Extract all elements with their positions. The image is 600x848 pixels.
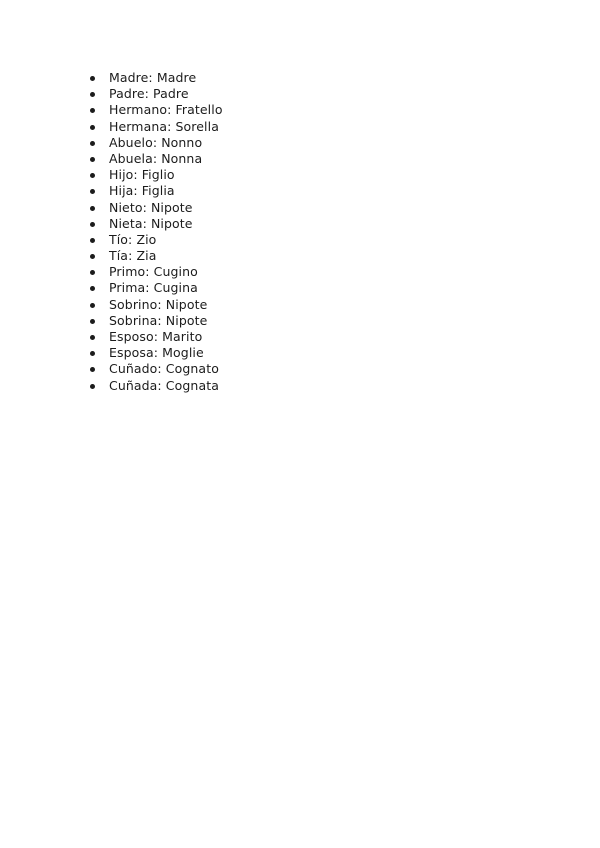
list-item xyxy=(90,86,223,102)
family-vocabulary-list xyxy=(90,70,223,394)
bullet-icon xyxy=(90,125,95,130)
bullet-icon xyxy=(90,254,95,259)
bullet-icon xyxy=(90,270,95,275)
bullet-icon xyxy=(90,206,95,211)
bullet-icon xyxy=(90,157,95,162)
bullet-icon xyxy=(90,384,95,389)
list-item-text: Padre: Padre xyxy=(109,86,189,102)
list-item xyxy=(90,167,223,183)
list-item xyxy=(90,378,223,394)
bullet-icon xyxy=(90,76,95,81)
list-item-text: Prima: Cugina xyxy=(109,280,198,296)
list-item-text: Esposa: Moglie xyxy=(109,345,204,361)
bullet-icon xyxy=(90,351,95,356)
list-item-text: Hijo: Figlio xyxy=(109,167,175,183)
list-item-text: Sobrina: Nipote xyxy=(109,312,208,328)
bullet-icon xyxy=(90,189,95,194)
list-item-text: Tío: Zio xyxy=(109,231,157,247)
bullet-icon xyxy=(90,335,95,340)
list-item xyxy=(90,232,223,248)
list-item xyxy=(90,329,223,345)
bullet-icon xyxy=(90,367,95,372)
list-item xyxy=(90,264,223,280)
list-item-text: Abuelo: Nonno xyxy=(109,134,203,150)
list-item xyxy=(90,70,223,86)
bullet-icon xyxy=(90,303,95,308)
list-item xyxy=(90,345,223,361)
list-item-text: Abuela: Nonna xyxy=(109,150,203,166)
list-item-text: Nieto: Nipote xyxy=(109,199,193,215)
list-item xyxy=(90,119,223,135)
bullet-icon xyxy=(90,319,95,324)
bullet-icon xyxy=(90,238,95,243)
list-item-text: Hermano: Fratello xyxy=(109,102,223,118)
list-item xyxy=(90,248,223,264)
bullet-icon xyxy=(90,92,95,97)
list-item xyxy=(90,313,223,329)
bullet-icon xyxy=(90,108,95,113)
bullet-icon xyxy=(90,173,95,178)
list-item-text: Hermana: Sorella xyxy=(109,118,219,134)
list-item-text: Esposo: Marito xyxy=(109,329,203,344)
list-item xyxy=(90,151,223,167)
list-item xyxy=(90,280,223,296)
list-item xyxy=(90,200,223,216)
list-item xyxy=(90,102,223,118)
bullet-icon xyxy=(90,286,95,291)
list-item-text: Cuñada: Cognata xyxy=(109,377,219,393)
bullet-icon xyxy=(90,222,95,227)
list-item-text: Madre: Madre xyxy=(109,70,197,85)
list-item xyxy=(90,216,223,232)
bullet-icon xyxy=(90,141,95,146)
list-item xyxy=(90,361,223,377)
list-item xyxy=(90,135,223,151)
list-item-text: Nieta: Nipote xyxy=(109,215,193,231)
list-item-text: Sobrino: Nipote xyxy=(109,296,208,312)
list-item xyxy=(90,297,223,313)
list-item-text: Cuñado: Cognato xyxy=(109,361,219,377)
list-item-text: Primo: Cugino xyxy=(109,264,198,280)
list-item-text: Hija: Figlia xyxy=(109,183,175,199)
list-item xyxy=(90,183,223,199)
list-item-text: Tía: Zia xyxy=(109,248,157,264)
